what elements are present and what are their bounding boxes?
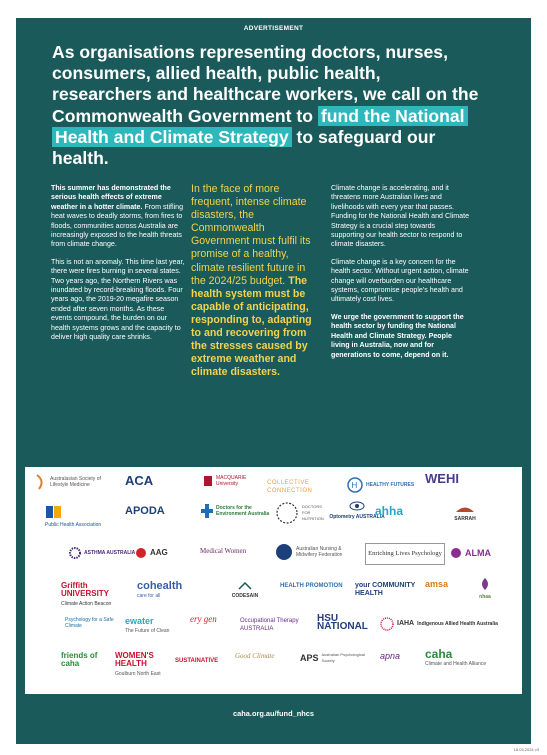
logo-public-health-association: Public Health Association [45, 505, 115, 528]
column-3-paragraph-1: Climate change is accelerating, and it threatens more Australian lives and livelihoods with every year that passes. Funding for the National Health and Climate Strategy is a crucial step towards supporting our health sector to respond to climate disasters. [331, 184, 470, 249]
logo-healthy-futures: H HEALTHY FUTURES [347, 477, 417, 493]
headline-part-2: to safeguard our health. [52, 126, 436, 169]
anmf-emblem-icon [275, 543, 293, 561]
codesain-mark-icon [238, 582, 252, 590]
campaign-url: caha.org.au/fund_nhcs [233, 709, 314, 718]
logo-apna: apna [380, 651, 401, 661]
logo-enriching-lives: Enriching Lives Psychology [365, 543, 445, 565]
logo-good-climate: Good Climate [235, 652, 275, 660]
iaha-dot-icon [380, 617, 394, 631]
body-column-1 [51, 184, 186, 351]
pha-mark-icon [45, 505, 63, 519]
column-1-paragraph-2: This is not an anomaly. This time last year, there were fires burning in several states. Two years ago, the Northern Rivers was inundated by record-breaking floods. Four years ago, the 2019-20 megafire season ended after seven months. As these events compound, the burden on our health systems grows and the capacity to deliver high quality care shrinks. [51, 257, 185, 342]
sarrah-mark-icon [455, 503, 475, 513]
logo-wehi: WEHI [425, 471, 459, 486]
logo-aag: AAG [135, 547, 185, 559]
headline [52, 42, 482, 169]
supporter-logos [25, 467, 522, 694]
logo-lifestyle-medicine: Australasian Society of Lifestyle Medicine [35, 473, 115, 491]
logo-apoda: APODA [125, 505, 165, 517]
doctors-for-nutrition-ring-icon [275, 501, 299, 525]
column-3-paragraph-3 [331, 313, 469, 360]
headline-part-1: As organisations representing doctors, nurses, consumers, allied health, public health, researchers and healthcare workers, we call on the Commonwealth Government to [52, 42, 479, 126]
logo-collective-connection: COLLECTIVE CONNECTION [267, 480, 313, 494]
pull-quote-column [191, 183, 321, 379]
logo-ery-gen: ery gen [190, 614, 217, 624]
logo-iaha: IAHA Indigenous Allied Health Australia [380, 617, 500, 631]
headline-highlight: fund the National Health and Climate Strategy [52, 106, 468, 147]
column-1-lead-rest: From stifling heat waves to deadly storms, from fires to floods, communities across Australia are increasingly exposed to the health threats from climate change. [51, 202, 184, 249]
pull-quote-bold: The health system must be capable of anticipating, responding to, adapting to and recovering from the stresses caused by extreme weather and climate disasters. [191, 274, 312, 379]
logo-medical-women: Medical Women [200, 547, 247, 555]
logo-caha: caha Climate and Health Alliance [425, 647, 487, 667]
macquarie-crest-icon [203, 475, 213, 487]
logo-alma: ALMA [450, 547, 505, 559]
logo-ahha: ahha [375, 504, 404, 518]
logo-sarrah: SARRAH [435, 503, 495, 522]
logo-occupational-therapy: Occupational Therapy AUSTRALIA [240, 618, 299, 632]
logo-nhaa: nhaa [465, 577, 505, 600]
logo-your-community-health: your COMMUNITY HEALTH [355, 582, 416, 597]
logo-aca: ACA [125, 473, 154, 488]
svg-text:H: H [351, 481, 358, 490]
logo-sustainative: SUSTAINATIVE [175, 658, 219, 664]
logo-amsa: amsa [425, 579, 449, 589]
healthy-futures-h-icon [347, 477, 363, 493]
asthma-australia-flower-icon [69, 547, 81, 559]
column-1-lead: This summer has demonstrated the serious health effects of extreme weather in a hotter climate. [51, 184, 171, 211]
logo-anmf: Australian Nursing & Midwifery Federation [275, 543, 355, 561]
logo-dea: Doctors for the Environment Australia [201, 503, 271, 519]
logo-health-promotion: HEALTH PROMOTION [280, 583, 343, 589]
aag-burst-icon [135, 547, 147, 559]
logo-ewater: ewater The Future of Clean [125, 616, 170, 634]
body-column-3 [331, 184, 469, 368]
logo-doctors-for-nutrition: DOCTORS FOR NUTRITION [275, 501, 325, 525]
logo-womens-health: WOMEN'S HEALTH Goulburn North East [115, 651, 161, 677]
logo-friends-of-caha: friends of caha [61, 651, 98, 668]
lifestyle-medicine-mark-icon [35, 473, 47, 491]
column-3-call-to-action: We urge the government to support the health sector by funding the National Health and Climate Strategy. People living in Australia, now and for generations to come, depend on it. [331, 312, 464, 359]
logo-cohealth: cohealth care for all [137, 580, 183, 599]
dea-cross-icon [201, 503, 213, 519]
logo-optometry-australia: Optometry AUSTRALIA [327, 501, 387, 520]
advertisement-label: ADVERTISEMENT [243, 25, 304, 32]
logo-aps: APS Australian Psychological Society [300, 652, 365, 663]
logo-psychology-safe-climate: Psychology for a Safe Climate [65, 617, 114, 629]
print-reference: 18.03.2024 v3 [513, 747, 539, 752]
pull-quote: In the face of more frequent, intense climate disasters, the Commonwealth Government must fulfil its promise of a healthy, climate resilient future in the 2024/25 budget. [191, 183, 311, 287]
optometry-eye-icon [349, 501, 365, 511]
logo-macquarie: MACQUARIE University [203, 475, 268, 487]
column-1-paragraph-1 [51, 184, 186, 250]
nhaa-leaf-icon [479, 577, 491, 591]
logo-codesain: CODESAIN [215, 582, 275, 599]
logo-asthma-australia: ASTHMA AUSTRALIA [69, 547, 139, 559]
column-3-paragraph-2: Climate change is a key concern for the health sector. Without urgent action, climate change will overburden our healthcare systems, compromise people's health and ultimately cost lives. [331, 257, 469, 304]
logo-griffith: Griffith UNIVERSITY Climate Action Beacon [61, 581, 112, 607]
logo-hsu: HSU NATIONAL [317, 613, 368, 632]
alma-star-icon [450, 547, 462, 559]
